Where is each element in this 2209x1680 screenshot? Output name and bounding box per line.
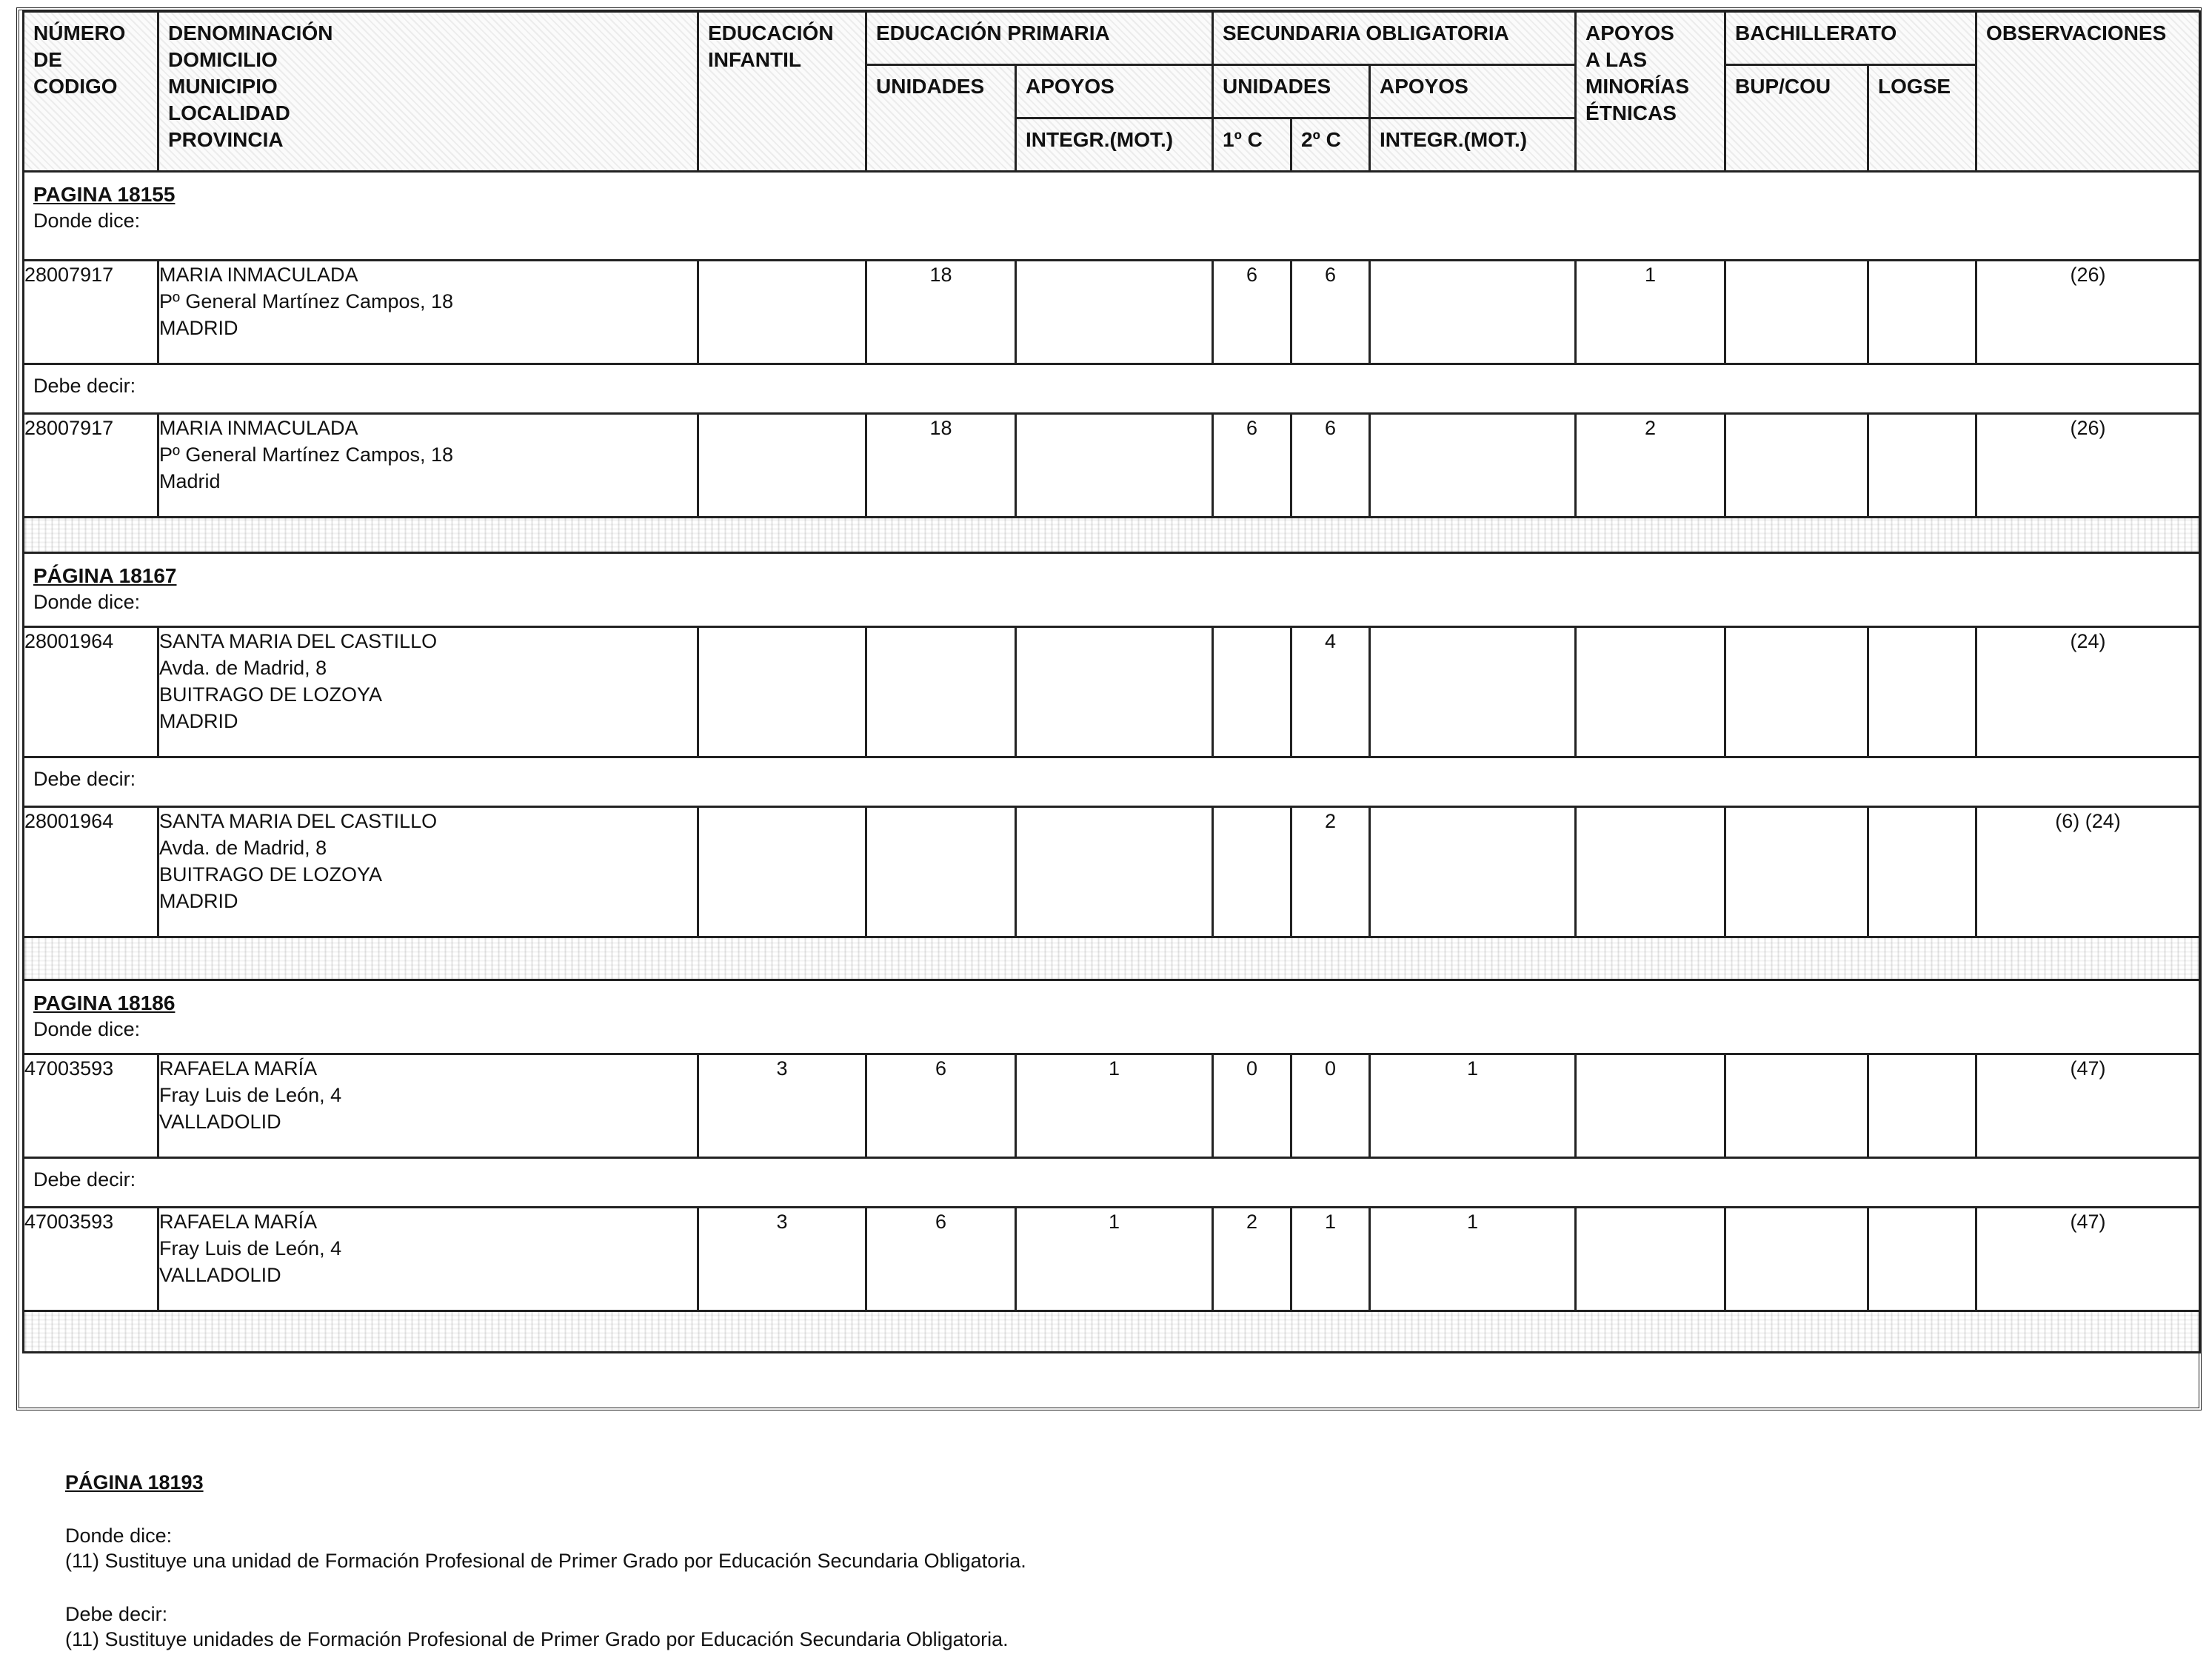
cell-logse bbox=[1868, 261, 1976, 364]
header-secundaria-unidades: UNIDADES bbox=[1213, 65, 1370, 118]
header-primaria-apoyos: APOYOS bbox=[1016, 65, 1213, 118]
section-header bbox=[24, 553, 2200, 627]
cell-secundaria-1c: 2 bbox=[1213, 1208, 1291, 1311]
cell-infantil: 3 bbox=[698, 1054, 866, 1158]
cell-secundaria-apoyos: 1 bbox=[1370, 1208, 1576, 1311]
table-row-dice bbox=[24, 261, 2200, 364]
cell-bup bbox=[1725, 807, 1868, 937]
cell-name: RAFAELA MARÍA Fray Luis de León, 4 VALLADOLID bbox=[158, 1208, 698, 1311]
cell-secundaria-apoyos bbox=[1370, 261, 1576, 364]
cell-infantil bbox=[698, 807, 866, 937]
cell-minorias bbox=[1576, 627, 1725, 757]
cell-secundaria-apoyos bbox=[1370, 414, 1576, 518]
cell-primaria-apoyos bbox=[1016, 807, 1213, 937]
cell-primaria-apoyos: 1 bbox=[1016, 1208, 1213, 1311]
debe-decir-row bbox=[24, 757, 2200, 807]
cell-primaria-apoyos bbox=[1016, 261, 1213, 364]
cell-observaciones: (6) (24) bbox=[1976, 807, 2200, 937]
cell-logse bbox=[1868, 807, 1976, 937]
cell-secundaria-1c bbox=[1213, 627, 1291, 757]
notes-debe-text: (11) Sustituye unidades de Formación Profesional de Primer Grado por Educación Secundaria Obligatoria. bbox=[65, 1628, 1009, 1650]
cell-minorias bbox=[1576, 807, 1725, 937]
section-page-title: PÁGINA 18167 bbox=[33, 564, 177, 587]
cell-code: 47003593 bbox=[24, 1208, 158, 1311]
debe-decir-label: Debe decir: bbox=[24, 757, 2200, 807]
header-secundaria-2c: 2º C bbox=[1291, 118, 1370, 172]
table-row-debe bbox=[24, 807, 2200, 937]
cell-primaria-unidades: 6 bbox=[866, 1208, 1016, 1311]
correction-table bbox=[22, 10, 2201, 1353]
cell-primaria-unidades: 18 bbox=[866, 414, 1016, 518]
notes-dice-label: Donde dice: bbox=[65, 1525, 173, 1547]
cell-code: 28001964 bbox=[24, 627, 158, 757]
cell-secundaria-2c: 0 bbox=[1291, 1054, 1370, 1158]
table-row-dice bbox=[24, 1054, 2200, 1158]
cell-secundaria-1c bbox=[1213, 807, 1291, 937]
cell-secundaria-apoyos bbox=[1370, 807, 1576, 937]
cell-primaria-unidades: 6 bbox=[866, 1054, 1016, 1158]
section-page-title: PAGINA 18155 bbox=[33, 183, 176, 206]
cell-secundaria-2c: 6 bbox=[1291, 261, 1370, 364]
cell-name: SANTA MARIA DEL CASTILLO Avda. de Madrid, 8 BUITRAGO DE LOZOYA MADRID bbox=[158, 807, 698, 937]
section-header bbox=[24, 172, 2200, 261]
cell-observaciones: (26) bbox=[1976, 414, 2200, 518]
separator-row bbox=[24, 1311, 2200, 1353]
cell-bup bbox=[1725, 1054, 1868, 1158]
cell-observaciones: (26) bbox=[1976, 261, 2200, 364]
cell-primaria-apoyos bbox=[1016, 414, 1213, 518]
cell-name: SANTA MARIA DEL CASTILLO Avda. de Madrid, 8 BUITRAGO DE LOZOYA MADRID bbox=[158, 627, 698, 757]
cell-infantil bbox=[698, 627, 866, 757]
footnote-corrections bbox=[65, 1470, 2139, 1680]
section-header bbox=[24, 980, 2200, 1054]
cell-infantil bbox=[698, 414, 866, 518]
correction-table-frame bbox=[16, 7, 2202, 1410]
section-page-title: PAGINA 18186 bbox=[33, 991, 176, 1014]
header-infantil: EDUCACIÓN INFANTIL bbox=[698, 12, 866, 172]
cell-secundaria-2c: 6 bbox=[1291, 414, 1370, 518]
cell-secundaria-1c: 6 bbox=[1213, 414, 1291, 518]
header-logse: LOGSE bbox=[1868, 65, 1976, 172]
cell-code: 47003593 bbox=[24, 1054, 158, 1158]
section-dice-label: Donde dice: bbox=[33, 591, 141, 613]
header-secundaria: SECUNDARIA OBLIGATORIA bbox=[1213, 12, 1576, 65]
notes-dice-text: (11) Sustituye una unidad de Formación Profesional de Primer Grado por Educación Secundaria Obligatoria. bbox=[65, 1550, 1026, 1572]
header-observaciones: OBSERVACIONES bbox=[1976, 12, 2200, 172]
cell-logse bbox=[1868, 1054, 1976, 1158]
cell-name: MARIA INMACULADA Pº General Martínez Campos, 18 Madrid bbox=[158, 414, 698, 518]
cell-primaria-unidades: 18 bbox=[866, 261, 1016, 364]
cell-secundaria-1c: 6 bbox=[1213, 261, 1291, 364]
debe-decir-label: Debe decir: bbox=[24, 1158, 2200, 1208]
header-primaria-unidades: UNIDADES bbox=[866, 65, 1016, 172]
cell-logse bbox=[1868, 414, 1976, 518]
cell-secundaria-2c: 1 bbox=[1291, 1208, 1370, 1311]
cell-logse bbox=[1868, 1208, 1976, 1311]
cell-observaciones: (47) bbox=[1976, 1208, 2200, 1311]
cell-bup bbox=[1725, 261, 1868, 364]
cell-secundaria-2c: 4 bbox=[1291, 627, 1370, 757]
debe-decir-label: Debe decir: bbox=[24, 364, 2200, 414]
header-numero: NÚMERO DE CODIGO bbox=[24, 12, 158, 172]
section-dice-label: Donde dice: bbox=[33, 1018, 141, 1040]
cell-minorias bbox=[1576, 1054, 1725, 1158]
table-row-dice bbox=[24, 627, 2200, 757]
notes-page-title: PÁGINA 18193 bbox=[65, 1471, 204, 1493]
cell-secundaria-apoyos bbox=[1370, 627, 1576, 757]
header-secundaria-integr: INTEGR.(MOT.) bbox=[1370, 118, 1576, 172]
section-dice-label: Donde dice: bbox=[33, 210, 141, 232]
cell-infantil: 3 bbox=[698, 1208, 866, 1311]
header-denominacion: DENOMINACIÓN DOMICILIO MUNICIPIO LOCALIDAD PROVINCIA bbox=[158, 12, 698, 172]
cell-secundaria-1c: 0 bbox=[1213, 1054, 1291, 1158]
cell-minorias: 2 bbox=[1576, 414, 1725, 518]
header-secundaria-1c: 1º C bbox=[1213, 118, 1291, 172]
cell-bup bbox=[1725, 1208, 1868, 1311]
cell-secundaria-apoyos: 1 bbox=[1370, 1054, 1576, 1158]
cell-name: MARIA INMACULADA Pº General Martínez Campos, 18 MADRID bbox=[158, 261, 698, 364]
header-apoyos-minorias: APOYOS A LAS MINORÍAS ÉTNICAS bbox=[1576, 12, 1725, 172]
cell-code: 28007917 bbox=[24, 414, 158, 518]
cell-observaciones: (24) bbox=[1976, 627, 2200, 757]
cell-bup bbox=[1725, 627, 1868, 757]
header-bachillerato: BACHILLERATO bbox=[1725, 12, 1976, 65]
header-primaria: EDUCACIÓN PRIMARIA bbox=[866, 12, 1213, 65]
header-secundaria-apoyos: APOYOS bbox=[1370, 65, 1576, 118]
separator-row bbox=[24, 518, 2200, 553]
debe-decir-row bbox=[24, 1158, 2200, 1208]
cell-name: RAFAELA MARÍA Fray Luis de León, 4 VALLADOLID bbox=[158, 1054, 698, 1158]
debe-decir-row bbox=[24, 364, 2200, 414]
header-primaria-integr: INTEGR.(MOT.) bbox=[1016, 118, 1213, 172]
cell-code: 28007917 bbox=[24, 261, 158, 364]
cell-observaciones: (47) bbox=[1976, 1054, 2200, 1158]
table-row-debe bbox=[24, 414, 2200, 518]
cell-infantil bbox=[698, 261, 866, 364]
table-row-debe bbox=[24, 1208, 2200, 1311]
separator-row bbox=[24, 937, 2200, 980]
cell-primaria-unidades bbox=[866, 627, 1016, 757]
cell-code: 28001964 bbox=[24, 807, 158, 937]
cell-bup bbox=[1725, 414, 1868, 518]
cell-minorias bbox=[1576, 1208, 1725, 1311]
notes-debe-label: Debe decir: bbox=[65, 1603, 168, 1625]
cell-minorias: 1 bbox=[1576, 261, 1725, 364]
cell-primaria-apoyos bbox=[1016, 627, 1213, 757]
cell-logse bbox=[1868, 627, 1976, 757]
cell-primaria-apoyos: 1 bbox=[1016, 1054, 1213, 1158]
header-bup: BUP/COU bbox=[1725, 65, 1868, 172]
cell-primaria-unidades bbox=[866, 807, 1016, 937]
cell-secundaria-2c: 2 bbox=[1291, 807, 1370, 937]
